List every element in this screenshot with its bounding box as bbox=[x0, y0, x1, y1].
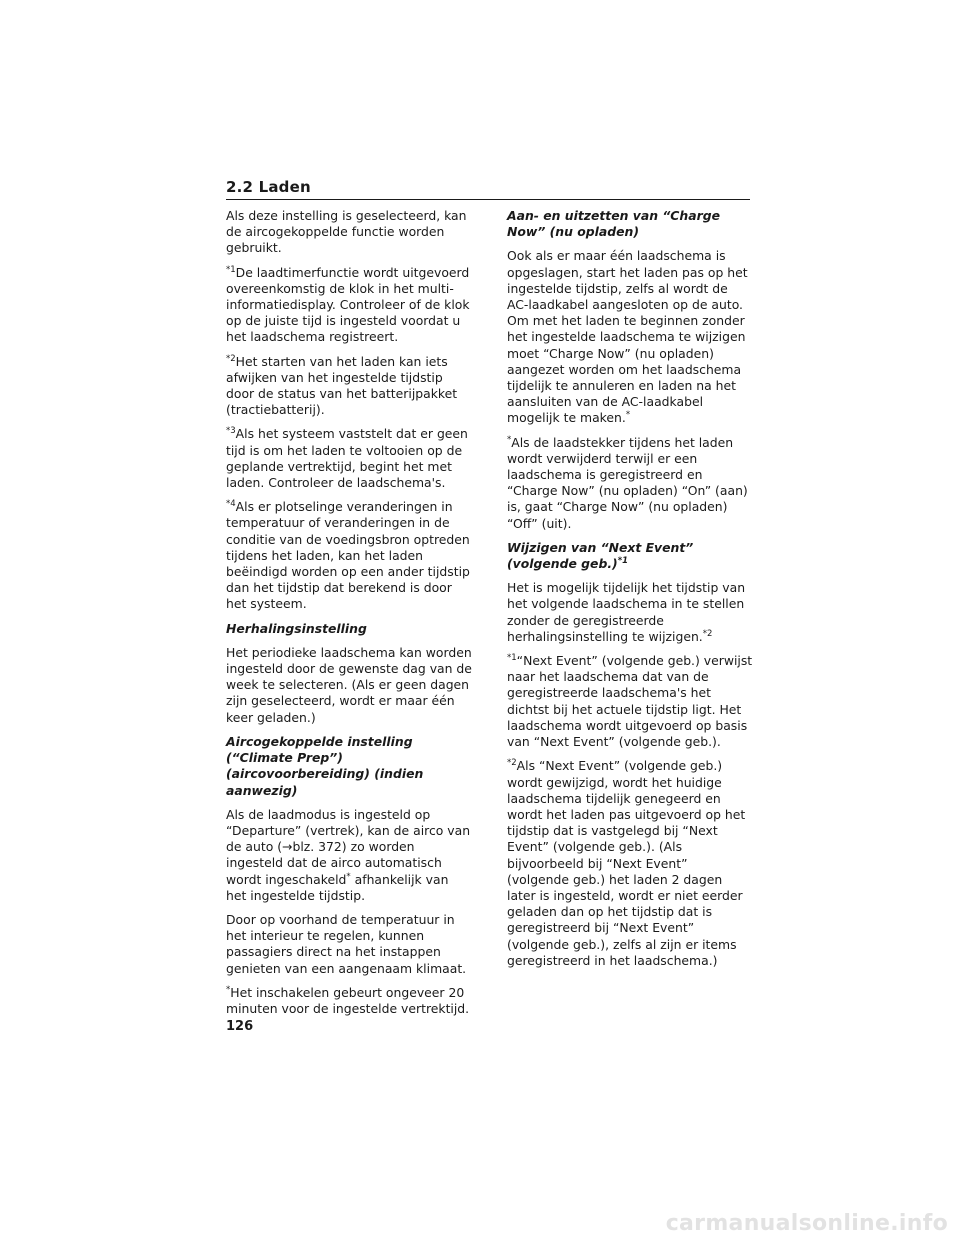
footnote bbox=[226, 985, 472, 1017]
subheading-climate-prep: Aircogekoppelde instelling (“Climate Prep”) (aircovoorbereiding) (indien aanwezig) bbox=[226, 733, 424, 798]
footnote-marker: *1 bbox=[617, 556, 629, 567]
paragraph bbox=[226, 807, 472, 904]
footnote bbox=[507, 758, 753, 969]
footnote bbox=[226, 265, 472, 346]
footnote bbox=[226, 354, 472, 419]
paragraph-text: Als deze instelling is geselecteerd, kan de aircogekoppelde functie worden gebruikt. bbox=[226, 208, 467, 256]
footnote-text: “Next Event” (volgende geb.) verwijst naar het laadschema dat van de geregistreerde laadschema's het dichtst bij het actuele tijdstip ligt. Het laadschema wordt uitgevoerd op basis van “Next Event” (volgende geb.). bbox=[507, 653, 753, 750]
watermark: carmanualsonline.info bbox=[665, 1211, 948, 1236]
footnote-text: Als de laadstekker tijdens het laden wordt verwijderd terwijl er een laadschema is geregistreerd en “Charge Now” (nu opladen) “On” (aan) is, gaat “Charge Now” (nu opladen) “Off” (uit). bbox=[507, 434, 748, 531]
footnote-marker: * bbox=[507, 434, 512, 445]
left-column bbox=[226, 208, 472, 1025]
paragraph-text: Door op voorhand de temperatuur in het interieur te regelen, kunnen passagiers direct na het instappen genieten van een aangenaam klimaat. bbox=[226, 911, 467, 976]
paragraph-text: afhankelijk van het ingestelde tijdstip. bbox=[226, 871, 449, 903]
right-column bbox=[507, 208, 753, 977]
paragraph bbox=[226, 912, 472, 977]
footnote-marker: *2 bbox=[702, 628, 713, 639]
footnote-text: Het starten van het laden kan iets afwijken van het ingestelde tijdstip door de status van het batterijpakket (tractiebatterij). bbox=[226, 353, 458, 418]
paragraph-text: Als de laadmodus is ingesteld op “Departure” (vertrek), kan de airco van de auto (→blz. 372) zo worden ingesteld dat de airco automatisch wordt ingeschakeld bbox=[226, 806, 471, 887]
footnote-text: Als er plotselinge veranderingen in temperatuur of veranderingen in de conditie van de voedingsbron optreden tijdens het laden, kan het laden beëindigd worden op een ander tijdstip dan het tijdstip dat berekend is door het systeem. bbox=[226, 499, 470, 612]
footnote-marker: *2 bbox=[507, 758, 517, 769]
paragraph bbox=[226, 208, 472, 257]
paragraph-text: Het periodieke laadschema kan worden ingesteld door de gewenste dag van de week te selecteren. (Als er geen dagen zijn geselecteerd, wordt er maar één keer geladen.) bbox=[226, 644, 472, 725]
paragraph-text: Het is mogelijk tijdelijk het tijdstip van het volgende laadschema in te stellen zonder de geregistreerde herhalingsinstelling te wijzigen. bbox=[507, 580, 746, 644]
footnote bbox=[507, 653, 753, 750]
footnote-marker: *1 bbox=[226, 264, 236, 275]
footnote-marker: * bbox=[346, 871, 351, 882]
footnote-text: De laadtimerfunctie wordt uitgevoerd overeenkomstig de klok in het multi-informatiedisplay. Controleer of de klok op de juiste tijd is ingesteld voordat u het laadschema registreert. bbox=[226, 264, 470, 345]
paragraph bbox=[507, 248, 753, 426]
footnote bbox=[226, 426, 472, 491]
subheading-next-event bbox=[507, 540, 753, 572]
footnote-marker: *4 bbox=[226, 499, 236, 510]
subheading-charge-now: Aan- en uitzetten van “Charge Now” (nu opladen) bbox=[507, 208, 720, 240]
footnote bbox=[507, 435, 753, 532]
subheading-text: Wijzigen van “Next Event” (volgende geb.) bbox=[507, 539, 694, 572]
footnote-marker: *3 bbox=[226, 426, 236, 437]
footnote-text: Het inschakelen gebeurt ongeveer 20 minuten voor de ingestelde vertrektijd. bbox=[226, 984, 470, 1016]
paragraph bbox=[226, 645, 472, 726]
footnote-text: Als “Next Event” (volgende geb.) wordt gewijzigd, wordt het huidige laadschema tijdelijk genegeerd en wordt het laden pas uitgevoerd op het tijdstip dat is vastgelegd bij “Next Event” (volgende geb.). (Als bijvoorbeeld bij “Next Event” (volgende geb.) het laden 2 dagen later is ingesteld, wordt er niet eerder geladen dan op het tijdstip dat is geregistreerd bij “Next Event” (volgende geb.), zelfs al zijn er items geregistreerd in het laadschema.) bbox=[507, 758, 746, 968]
paragraph bbox=[507, 580, 753, 645]
footnote-marker: *1 bbox=[507, 653, 517, 664]
footnote-text: Als het systeem vaststelt dat er geen tijd is om het laden te voltooien op de geplande vertrektijd, begint het met laden. Controleer de laadschema's. bbox=[226, 426, 468, 491]
footnote-marker: * bbox=[226, 984, 231, 995]
footnote-marker: *2 bbox=[226, 353, 236, 364]
header-rule bbox=[226, 199, 750, 200]
subheading-repeat-setting: Herhalingsinstelling bbox=[226, 620, 367, 636]
page-number: 126 bbox=[226, 1019, 254, 1034]
section-title: 2.2 Laden bbox=[226, 178, 311, 196]
footnote-marker: * bbox=[625, 410, 631, 421]
paragraph-text: Ook als er maar één laadschema is opgeslagen, start het laden pas op het ingestelde tijdstip, zelfs al wordt de AC-laadkabel aangesloten op de auto. Om met het laden te beginnen zonder het ingestelde laadschema te wijzigen moet “Charge Now” (nu opladen) aangezet worden om het laadschema tijdelijk te annuleren en laden na het aansluiten van de AC-laadkabel mogelijk te maken. bbox=[507, 248, 748, 426]
footnote bbox=[226, 499, 472, 612]
